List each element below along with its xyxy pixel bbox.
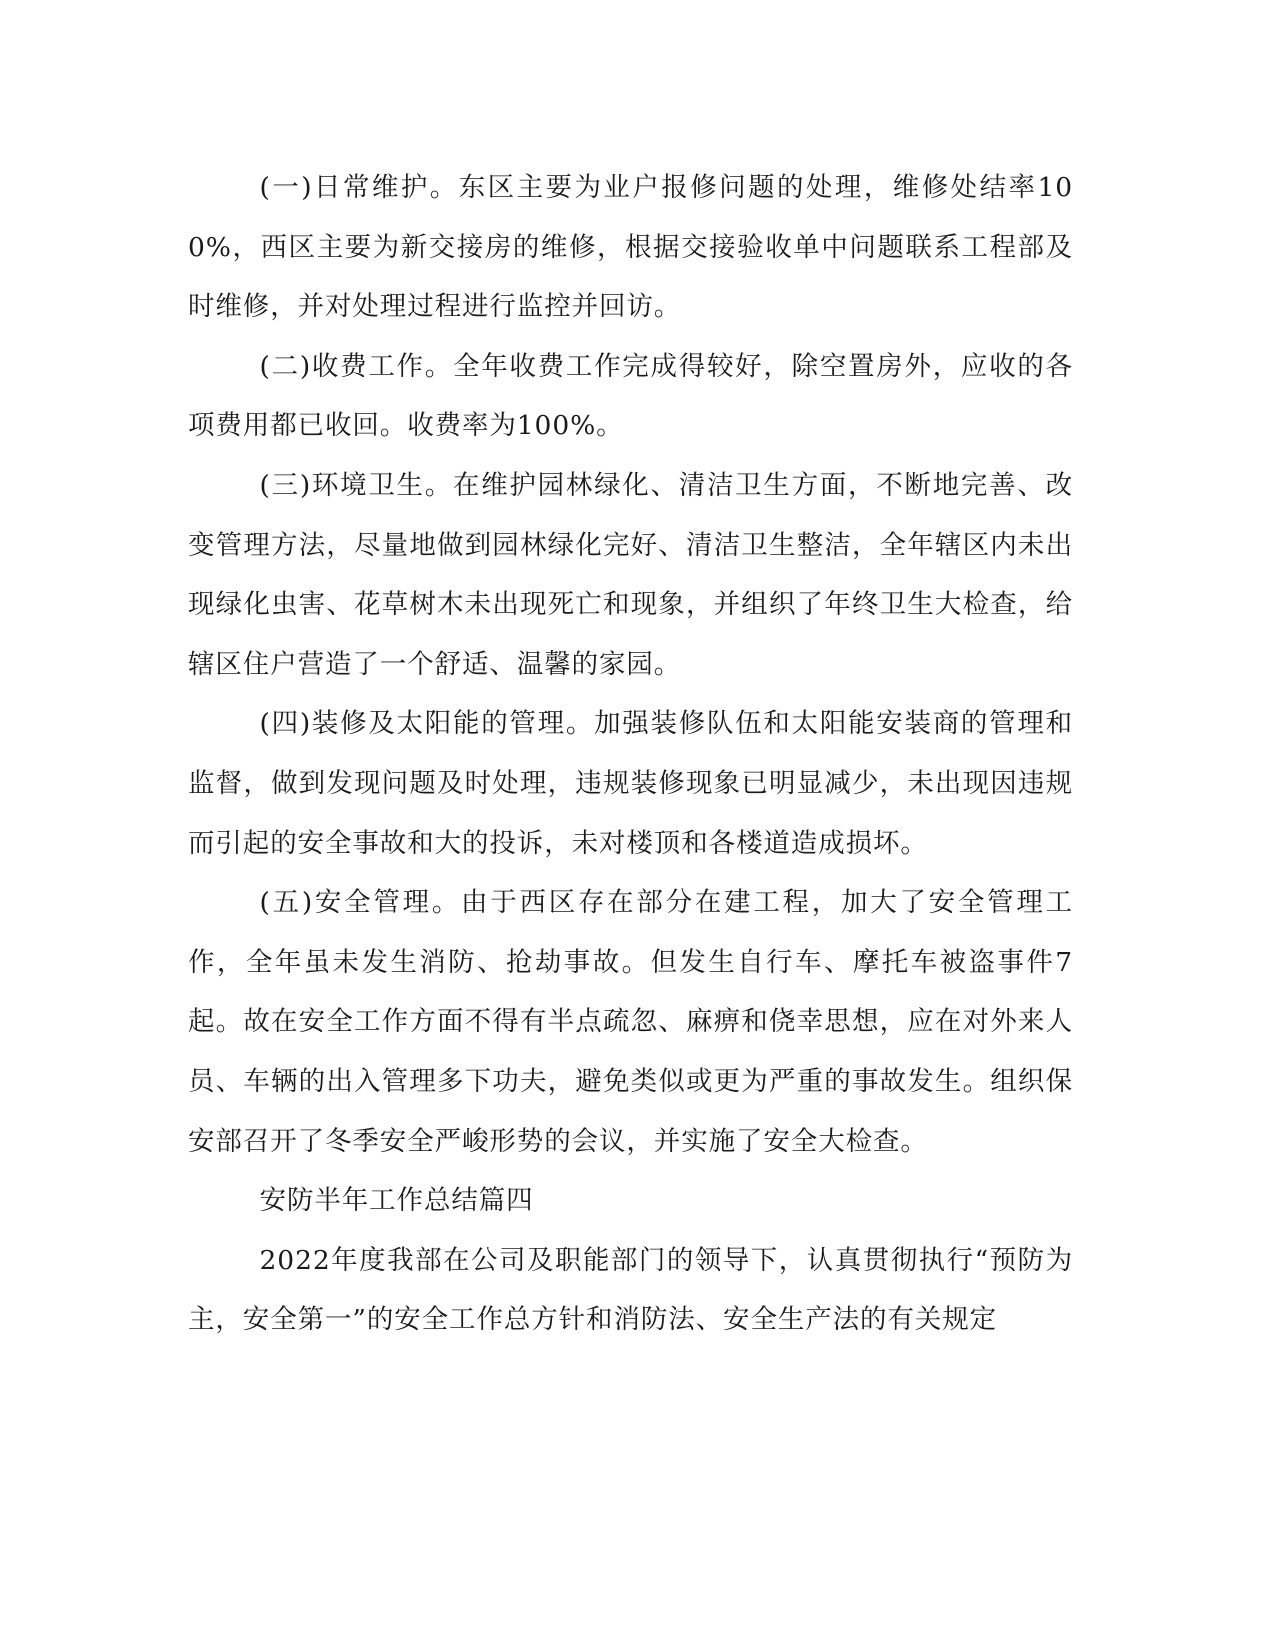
paragraph-annual-summary: 2022年度我部在公司及职能部门的领导下，认真贯彻执行“预防为主，安全第一”的安全工作总方针和消防法、安全生产法的有关规定 (188, 1244, 1073, 1336)
paragraph-environment-hygiene: (三)环境卫生。在维护园林绿化、清洁卫生方面，不断地完善、改变管理方法，尽量地做到园林绿化完好、清洁卫生整洁，全年辖区内未出现绿化虫害、花草树木未出现死亡和现象，并组织了年终卫生大检查，给辖区住户营造了一个舒适、温馨的家园。 (188, 469, 1073, 680)
paragraph-fee-collection: (二)收费工作。全年收费工作完成得较好，除空置房外，应收的各项费用都已收回。收费率为100%。 (188, 350, 1073, 442)
section-heading: 安防半年工作总结篇四 (259, 1185, 534, 1217)
paragraph-renovation-solar: (四)装修及太阳能的管理。加强装修队伍和太阳能安装商的管理和监督，做到发现问题及时处理，违规装修现象已明显减少，未出现因违规而引起的安全事故和大的投诉，未对楼顶和各楼道造成损坏。 (188, 708, 1073, 859)
paragraph-safety-management: (五)安全管理。由于西区存在部分在建工程，加大了安全管理工作，全年虽未发生消防、抢劫事故。但发生自行车、摩托车被盗事件7起。故在安全工作方面不得有半点疏忽、麻痹和侥幸思想，应在对外来人员、车辆的出入管理多下功夫，避免类似或更为严重的事故发生。组织保安部召开了冬季安全严峻形势的会议，并实施了安全大检查。 (188, 887, 1073, 1157)
paragraph-daily-maintenance: (一)日常维护。东区主要为业户报修问题的处理，维修处结率100%，西区主要为新交接房的维修，根据交接验收单中问题联系工程部及时维修，并对处理过程进行监控并回访。 (188, 172, 1073, 323)
document-body (188, 158, 1073, 1350)
